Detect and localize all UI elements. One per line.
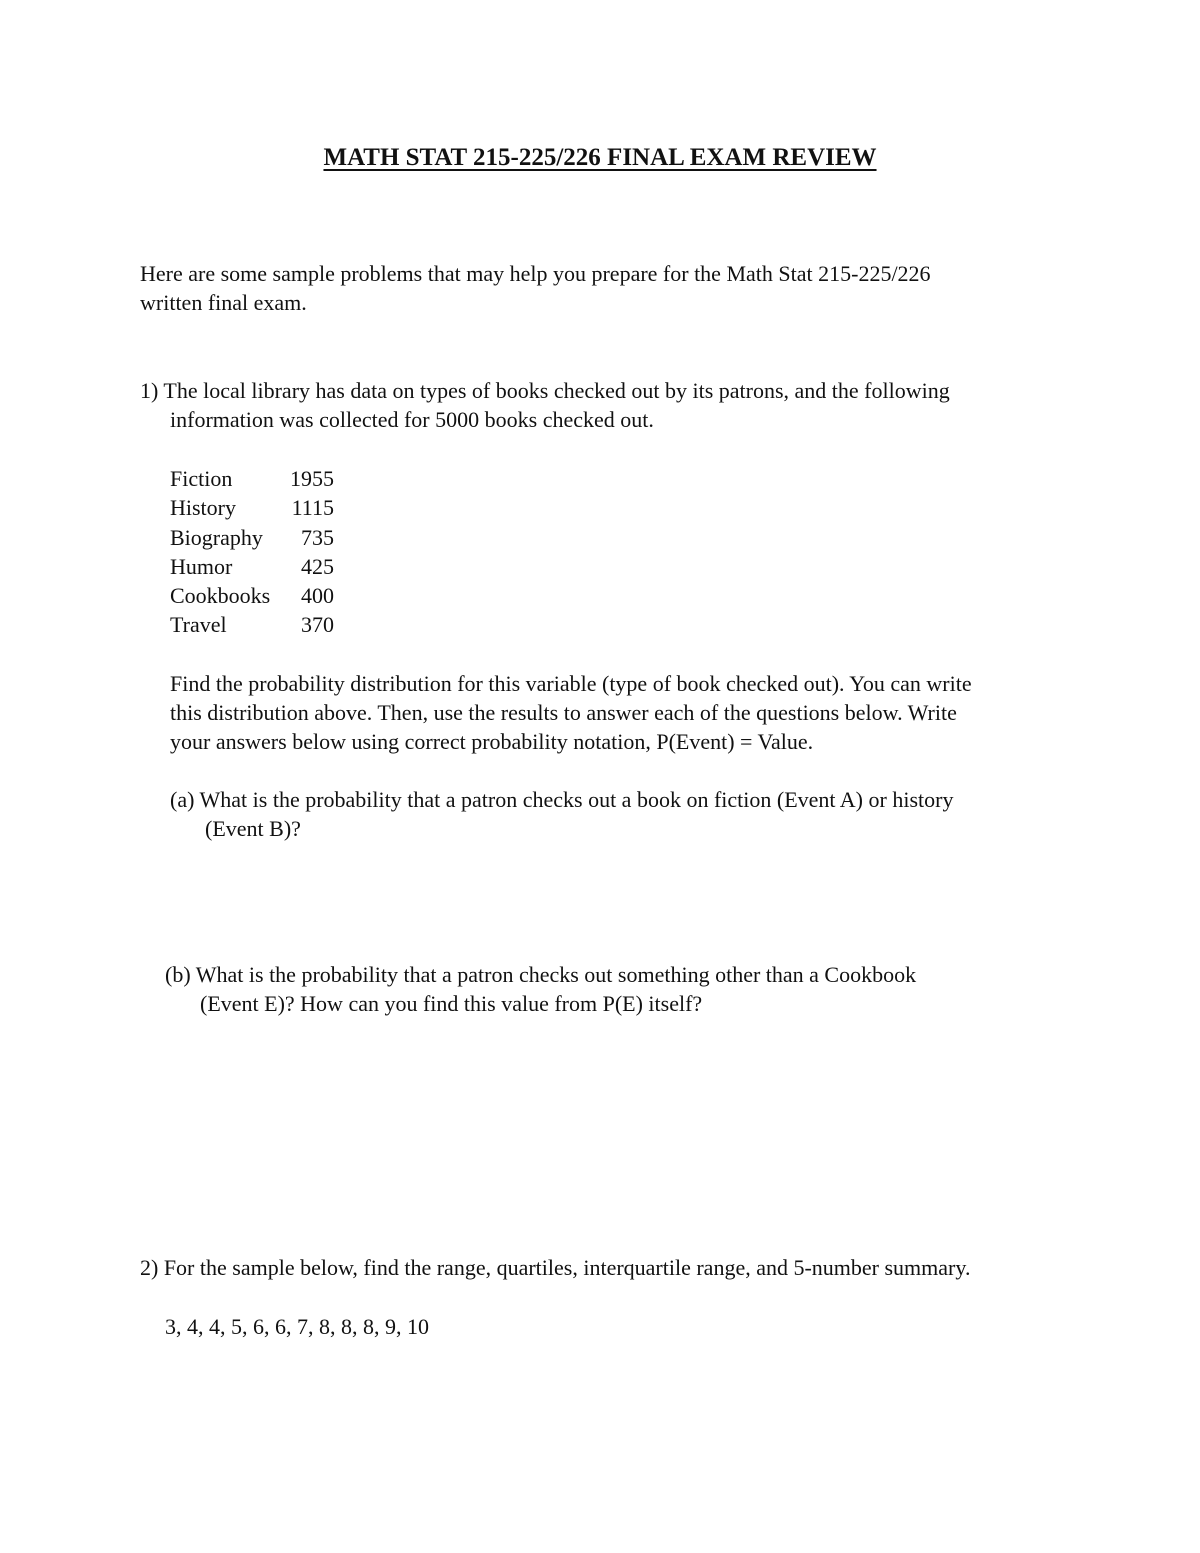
question-2-prompt: 2) For the sample below, find the range, quartiles, interquartile range, and 5-number summary.	[140, 1255, 971, 1280]
table-row	[166, 581, 338, 610]
question-1-prompt	[140, 376, 950, 434]
table-row	[166, 552, 338, 581]
question-2-sample-data: 3, 4, 4, 5, 6, 6, 7, 8, 8, 8, 9, 10	[165, 1314, 429, 1339]
table-row	[166, 493, 338, 522]
book-count: 425	[301, 553, 334, 579]
book-category: Cookbooks	[170, 583, 271, 609]
part-a-line-2: (Event B)?	[205, 816, 301, 841]
question-1-line-2: information was collected for 5000 books checked out.	[170, 407, 654, 432]
book-count: 400	[301, 583, 334, 609]
intro-line-1: Here are some sample problems that may help you prepare for the Math Stat 215-225/226	[140, 261, 931, 286]
book-category: History	[170, 495, 236, 521]
book-count: 1115	[291, 495, 334, 521]
question-1-instructions	[170, 669, 972, 756]
book-counts-table	[166, 464, 338, 640]
book-category: Humor	[170, 553, 233, 579]
page-title: MATH STAT 215-225/226 FINAL EXAM REVIEW	[323, 144, 877, 171]
instructions-line-1: Find the probability distribution for this variable (type of book checked out). You can write	[170, 671, 972, 696]
instructions-line-3: your answers below using correct probability notation, P(Event) = Value.	[170, 729, 814, 754]
book-count: 370	[301, 612, 334, 638]
part-b-line-1: (b) What is the probability that a patron checks out something other than a Cookbook	[165, 962, 917, 987]
question-1-line-1: 1) The local library has data on types of books checked out by its patrons, and the following	[140, 378, 950, 403]
table-row	[166, 610, 338, 639]
instructions-line-2: this distribution above. Then, use the results to answer each of the questions below. Write	[170, 700, 957, 725]
book-category: Travel	[170, 612, 227, 638]
question-1-part-a	[170, 785, 953, 843]
book-category: Fiction	[170, 466, 233, 491]
table-row	[166, 464, 338, 493]
part-b-line-2: (Event E)? How can you find this value from P(E) itself?	[200, 991, 703, 1016]
table-row	[166, 523, 338, 552]
part-a-line-1: (a) What is the probability that a patron checks out a book on fiction (Event A) or history	[170, 787, 954, 812]
intro-paragraph	[140, 259, 931, 317]
book-count: 1955	[290, 466, 334, 491]
book-category: Biography	[170, 524, 263, 550]
book-count: 735	[301, 524, 334, 550]
question-1-part-b	[165, 960, 916, 1018]
intro-line-2: written final exam.	[140, 290, 307, 315]
